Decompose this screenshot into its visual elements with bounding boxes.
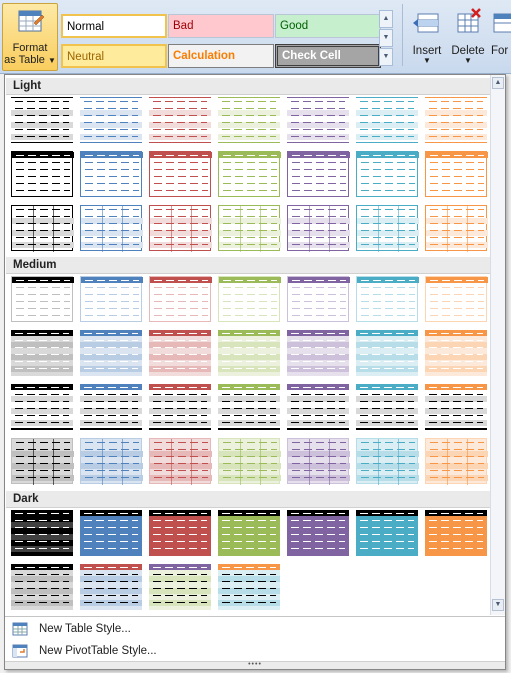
table-style-dark-2-4[interactable] <box>218 564 280 610</box>
table-style-medium-3-7[interactable] <box>425 384 487 430</box>
table-style-medium-3-1[interactable] <box>11 384 73 430</box>
table-style-medium-4-1[interactable] <box>11 438 73 484</box>
table-style-light-1-7[interactable] <box>425 97 487 143</box>
menu-separator <box>5 616 505 617</box>
gallery-scrollbar[interactable] <box>490 75 505 615</box>
delete-button[interactable] <box>449 8 487 65</box>
table-style-medium-2-2[interactable] <box>80 330 142 376</box>
table-style-light-3-2[interactable] <box>80 205 142 251</box>
table-style-medium-1-7[interactable] <box>425 276 487 322</box>
table-style-light-1-3[interactable] <box>149 97 211 143</box>
ribbon-separator <box>402 4 403 66</box>
table-style-medium-1-1[interactable] <box>11 276 73 322</box>
table-style-light-3-1[interactable] <box>11 205 73 251</box>
new-pivottable-style-menu-item[interactable] <box>9 641 499 661</box>
table-style-light-2-1[interactable] <box>11 151 73 197</box>
format-label: For <box>491 45 509 57</box>
insert-cells-icon <box>412 8 442 38</box>
table-style-medium-2-3[interactable] <box>149 330 211 376</box>
table-style-medium-1-4[interactable] <box>218 276 280 322</box>
table-style-dark-1-6[interactable] <box>356 510 418 556</box>
table-style-gallery <box>5 75 491 615</box>
table-style-dark-1-5[interactable] <box>287 510 349 556</box>
cell-style-neutral[interactable]: Neutral <box>61 44 167 68</box>
chevron-down-icon: ▼ <box>47 56 56 65</box>
table-style-dark-2-2[interactable] <box>80 564 142 610</box>
delete-label: Delete <box>451 45 485 57</box>
scroll-down-icon[interactable]: ▼ <box>492 599 504 611</box>
table-style-light-2-6[interactable] <box>356 151 418 197</box>
table-style-light-1-4[interactable] <box>218 97 280 143</box>
table-style-dark-2-1[interactable] <box>11 564 73 610</box>
table-style-dark-1-1[interactable] <box>11 510 73 556</box>
table-style-light-2-7[interactable] <box>425 151 487 197</box>
cell-style-check-cell[interactable]: Check Cell <box>275 44 381 68</box>
cell-style-calculation[interactable]: Calculation <box>168 44 274 68</box>
table-style-light-2-5[interactable] <box>287 151 349 197</box>
cell-style-normal[interactable]: Normal <box>61 14 167 38</box>
table-style-dark-2-3[interactable] <box>149 564 211 610</box>
table-style-medium-3-4[interactable] <box>218 384 280 430</box>
format-as-table-icon <box>18 9 44 35</box>
scroll-up-icon[interactable]: ▲ <box>492 77 504 89</box>
more-styles-icon[interactable]: ▼ <box>379 48 393 66</box>
table-style-medium-1-2[interactable] <box>80 276 142 322</box>
table-style-medium-2-4[interactable] <box>218 330 280 376</box>
table-style-gallery-panel <box>4 74 506 670</box>
scroll-down-icon[interactable]: ▼ <box>379 29 393 47</box>
table-style-dark-1-4[interactable] <box>218 510 280 556</box>
table-style-medium-4-7[interactable] <box>425 438 487 484</box>
table-style-medium-2-6[interactable] <box>356 330 418 376</box>
table-style-medium-3-6[interactable] <box>356 384 418 430</box>
table-style-light-1-2[interactable] <box>80 97 142 143</box>
section-header-dark: Dark <box>6 491 490 508</box>
delete-cells-icon <box>453 8 483 38</box>
table-style-light-3-4[interactable] <box>218 205 280 251</box>
format-as-table-label-2: as Table ▼ <box>4 54 56 66</box>
new-table-style-icon <box>12 621 28 637</box>
table-style-light-2-2[interactable] <box>80 151 142 197</box>
chevron-down-icon: ▼ <box>464 56 472 65</box>
table-style-medium-2-7[interactable] <box>425 330 487 376</box>
format-as-table-label-1: Format <box>12 42 48 54</box>
table-style-dark-1-2[interactable] <box>80 510 142 556</box>
table-style-medium-1-6[interactable] <box>356 276 418 322</box>
table-style-medium-4-4[interactable] <box>218 438 280 484</box>
section-header-light: Light <box>6 78 490 95</box>
new-pivottable-style-icon <box>12 643 28 659</box>
new-table-style-menu-item[interactable] <box>9 619 499 639</box>
format-button[interactable] <box>491 8 511 57</box>
table-style-light-1-6[interactable] <box>356 97 418 143</box>
cell-styles-scroll <box>379 10 393 70</box>
table-style-medium-4-6[interactable] <box>356 438 418 484</box>
table-style-dark-1-7[interactable] <box>425 510 487 556</box>
cell-styles-gallery <box>60 4 378 68</box>
cell-style-bad[interactable]: Bad <box>168 14 274 38</box>
table-style-medium-1-5[interactable] <box>287 276 349 322</box>
table-style-dark-1-3[interactable] <box>149 510 211 556</box>
table-style-light-1-5[interactable] <box>287 97 349 143</box>
ribbon-styles-group <box>0 0 511 74</box>
table-style-medium-1-3[interactable] <box>149 276 211 322</box>
table-style-medium-3-2[interactable] <box>80 384 142 430</box>
table-style-light-3-5[interactable] <box>287 205 349 251</box>
section-header-medium: Medium <box>6 257 490 274</box>
cell-style-good[interactable]: Good <box>275 14 381 38</box>
table-style-medium-4-2[interactable] <box>80 438 142 484</box>
scroll-up-icon[interactable]: ▲ <box>379 10 393 28</box>
table-style-medium-4-3[interactable] <box>149 438 211 484</box>
new-table-style-label: New Table Style... <box>39 623 131 635</box>
format-cells-icon <box>491 8 511 38</box>
new-pivottable-style-label: New PivotTable Style... <box>39 645 157 657</box>
table-style-light-3-7[interactable] <box>425 205 487 251</box>
chevron-down-icon: ▼ <box>423 56 431 65</box>
table-style-medium-2-1[interactable] <box>11 330 73 376</box>
table-style-light-2-4[interactable] <box>218 151 280 197</box>
format-as-table-button[interactable] <box>2 3 58 71</box>
insert-label: Insert <box>412 45 442 57</box>
table-style-medium-4-5[interactable] <box>287 438 349 484</box>
table-style-medium-3-3[interactable] <box>149 384 211 430</box>
table-style-light-3-3[interactable] <box>149 205 211 251</box>
table-style-light-2-3[interactable] <box>149 151 211 197</box>
table-style-medium-2-5[interactable] <box>287 330 349 376</box>
table-style-medium-3-5[interactable] <box>287 384 349 430</box>
insert-button[interactable] <box>409 8 445 65</box>
table-style-light-1-1[interactable] <box>11 97 73 143</box>
resize-grip[interactable]: •••• <box>5 661 505 669</box>
table-style-light-3-6[interactable] <box>356 205 418 251</box>
